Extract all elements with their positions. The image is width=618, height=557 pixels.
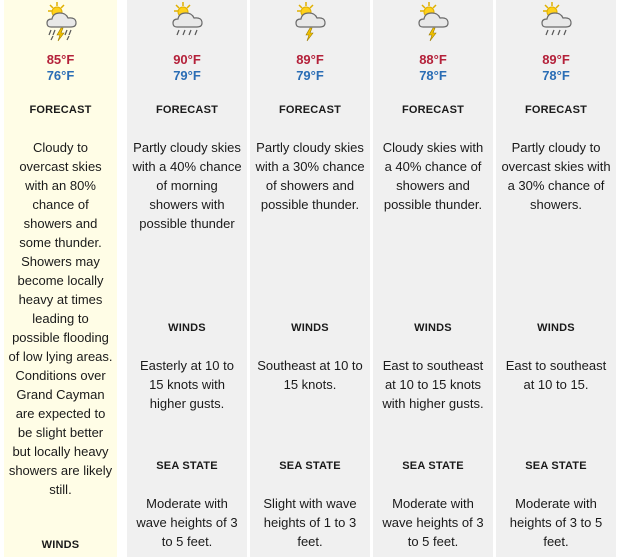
high-temperature: 88°F [419,52,447,67]
sea-state-text: Moderate with heights of 3 to 5 feet. [509,496,603,549]
sea-state-text: Moderate with wave heights of 3 to 5 feet. [382,496,484,549]
winds-label: WINDS [537,322,575,334]
forecast-day-column [4,0,117,557]
sea-state-label: SEA STATE [279,460,341,472]
low-temperature: 79°F [296,68,324,83]
sea-state-label: SEA STATE [402,460,464,472]
forecast-day-column [496,0,616,557]
low-temperature: 78°F [419,68,447,83]
sea-state-text: Slight with wave heights of 1 to 3 feet. [263,496,357,549]
forecast-text: Cloudy to overcast skies with an 80% chance of showers and some thunder. Showers may become locally heavy at times leading to possible flooding of low lying areas. Conditions over Grand Cayman are expected to be slight better but locally heavy showers are likely still. [8,140,113,497]
forecast-text: Cloudy skies with a 40% chance of showers and possible thunder. [382,140,484,212]
partly-cloudy-thunder-icon [290,0,330,42]
forecast-text: Partly cloudy to overcast skies with a 30% chance of showers. [501,140,611,212]
partly-cloudy-showers-icon [167,0,207,42]
low-temperature: 79°F [173,68,201,83]
winds-text: East to southeast at 10 to 15 knots with higher gusts. [382,358,484,411]
forecast-day-column [373,0,493,557]
winds-label: WINDS [291,322,329,334]
forecast-label: FORECAST [524,104,588,116]
sea-state-label: SEA STATE [525,460,587,472]
forecast-label: FORECAST [155,104,219,116]
partly-cloudy-showers-icon [536,0,576,42]
winds-label: WINDS [414,322,452,334]
forecast-text: Partly cloudy skies with a 30% chance of showers and possible thunder. [255,140,365,212]
high-temperature: 85°F [46,52,75,67]
high-temperature: 90°F [173,52,201,67]
forecast-day-column [250,0,370,557]
sea-state-label: SEA STATE [156,460,218,472]
winds-text: Easterly at 10 to 15 knots with higher gusts. [140,358,234,411]
forecast-label: FORECAST [278,104,342,116]
winds-text: East to southeast at 10 to 15. [505,358,607,392]
winds-label: WINDS [168,322,206,334]
sea-state-text: Moderate with wave heights of 3 to 5 feet. [136,496,238,549]
partly-cloudy-thunder-icon [413,0,453,42]
high-temperature: 89°F [542,52,570,67]
winds-label: WINDS [41,539,80,551]
high-temperature: 89°F [296,52,324,67]
thunder-shower-icon [41,0,81,42]
forecast-day-column [127,0,247,557]
winds-text: Southeast at 10 to 15 knots. [257,358,363,392]
low-temperature: 78°F [542,68,570,83]
forecast-label: FORECAST [401,104,465,116]
low-temperature: 76°F [46,68,75,83]
forecast-text: Partly cloudy skies with a 40% chance of morning showers with possible thunder [132,140,242,231]
forecast-label: FORECAST [29,104,92,116]
